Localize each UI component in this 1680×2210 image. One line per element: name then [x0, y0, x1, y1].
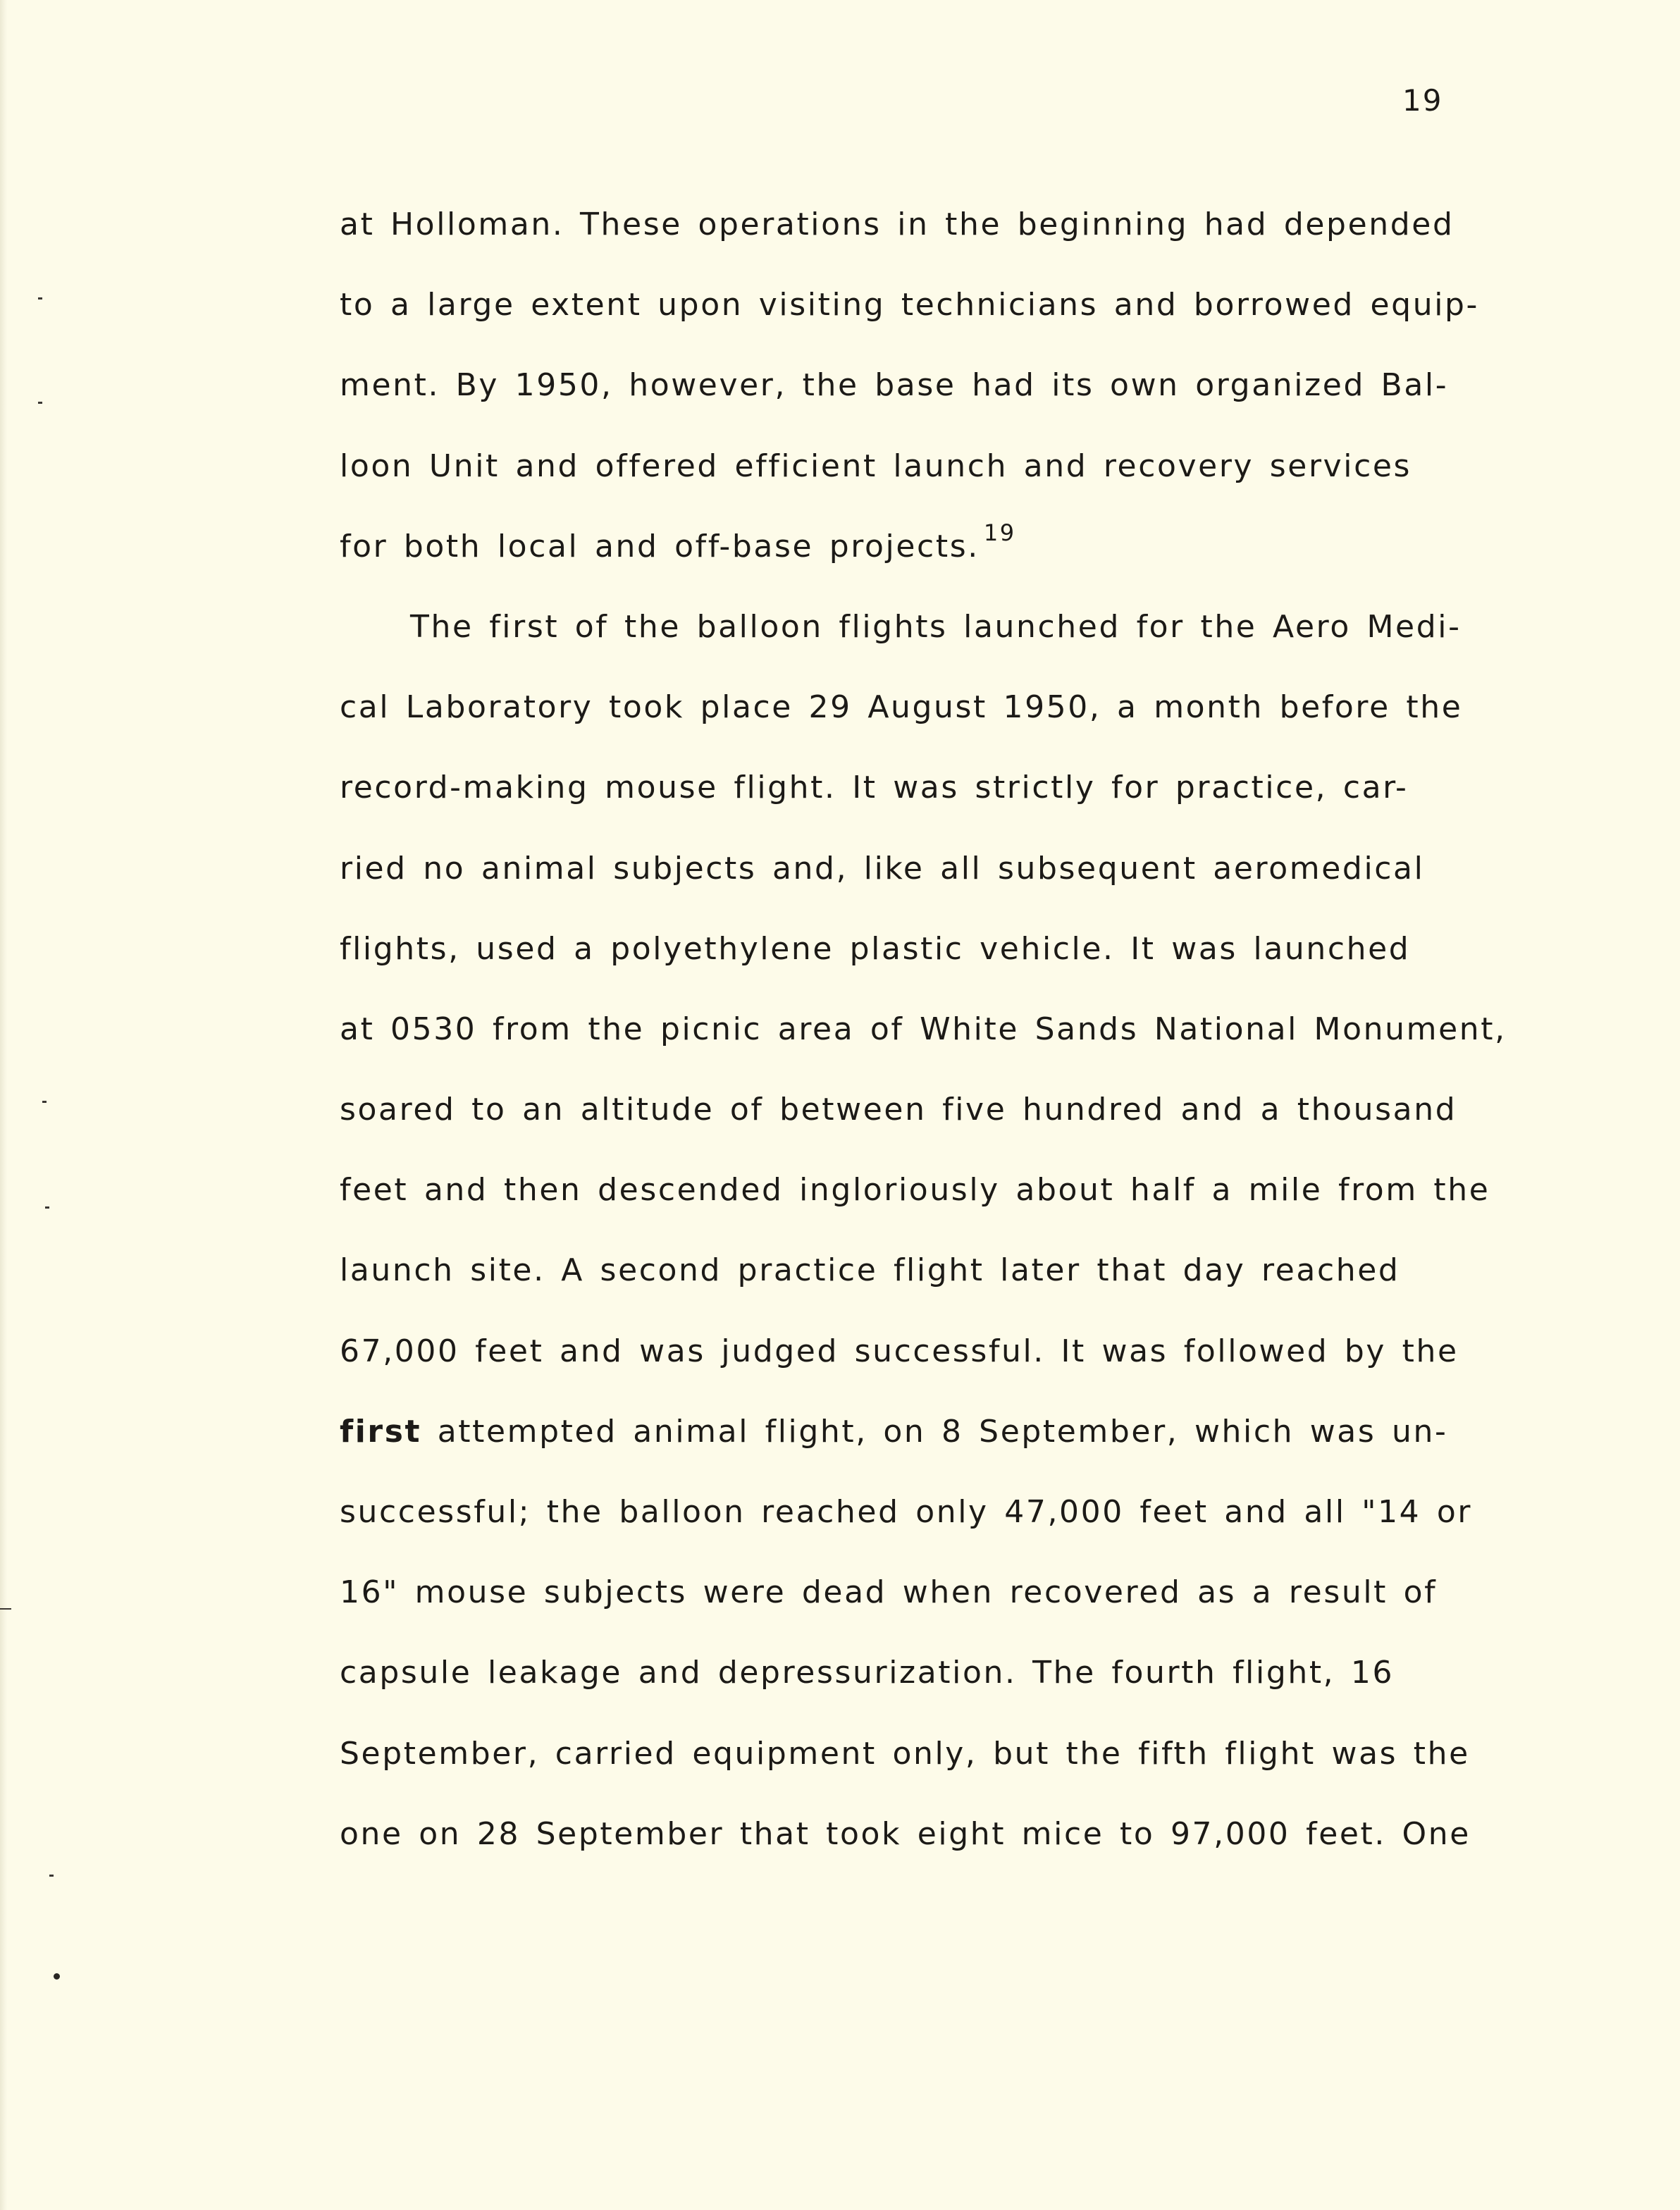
- line-text: cal Laboratory took place 29 August 1950, a month before the: [340, 689, 1463, 726]
- line-text: The first of the balloon flights launched for the Aero Medi-: [410, 608, 1462, 645]
- text-line: [340, 1150, 1490, 1230]
- line-text: loon Unit and offered efficient launch and recovery services: [340, 447, 1412, 484]
- line-text: ment. By 1950, however, the base had its own organized Bal-: [340, 367, 1449, 404]
- line-text: 16" mouse subjects were dead when recovered as a result of: [340, 1574, 1438, 1611]
- text-line: [340, 1392, 1467, 1472]
- text-line: [340, 1633, 1467, 1713]
- text-line: [340, 507, 1467, 587]
- text-line: [340, 426, 1467, 507]
- text-line: [340, 829, 1467, 909]
- text-line: [340, 1311, 1467, 1392]
- bold-word: first: [340, 1413, 422, 1450]
- text-line: [340, 1552, 1467, 1633]
- margin-speck: [38, 297, 42, 300]
- line-text: capsule leakage and depressurization. The fourth flight, 16: [340, 1655, 1395, 1691]
- text-line: [340, 1714, 1470, 1794]
- text-line: [340, 265, 1480, 345]
- line-text: ried no animal subjects and, like all subsequent aeromedical: [340, 850, 1425, 887]
- text-line: [340, 989, 1507, 1070]
- text-line: [340, 909, 1467, 989]
- margin-speck: [38, 402, 42, 404]
- margin-speck: [45, 1206, 49, 1209]
- margin-speck: [49, 1875, 54, 1877]
- text-line: [340, 1472, 1473, 1552]
- text-line: [340, 185, 1467, 265]
- text-line: [340, 1230, 1467, 1311]
- text-line: [340, 748, 1467, 828]
- line-text: September, carried equipment only, but the fifth flight was the: [340, 1735, 1470, 1772]
- footnote-marker: 19: [983, 519, 1016, 546]
- margin-speck: [0, 1608, 11, 1610]
- line-text: to a large extent upon visiting technicians and borrowed equip-: [340, 287, 1480, 323]
- line-text: launch site. A second practice flight later that day reached: [340, 1252, 1400, 1289]
- margin-speck: [54, 1973, 60, 1980]
- line-text: flights, used a polyethylene plastic vehicle. It was launched: [340, 930, 1411, 967]
- page-number: 19: [1402, 83, 1443, 118]
- body-text: [340, 185, 1507, 1875]
- text-line: [340, 345, 1467, 426]
- line-text: record-making mouse flight. It was strictly for practice, car-: [340, 770, 1409, 806]
- text-line: [340, 1794, 1471, 1875]
- text-line: [340, 1070, 1467, 1150]
- line-text: successful; the balloon reached only 47,000 feet and all "14 or: [340, 1494, 1473, 1530]
- line-text: at 0530 from the picnic area of White Sands National Monument,: [340, 1011, 1507, 1047]
- line-text: one on 28 September that took eight mice to 97,000 feet. One: [340, 1815, 1471, 1852]
- scan-edge: [0, 0, 7, 2210]
- line-text: attempted animal flight, on 8 September, which was un-: [421, 1413, 1448, 1450]
- line-text: feet and then descended ingloriously about half a mile from the: [340, 1172, 1490, 1209]
- line-text: soared to an altitude of between five hundred and a thousand: [340, 1092, 1457, 1128]
- margin-speck: [42, 1101, 47, 1103]
- line-text: for both local and off-base projects.: [340, 528, 980, 564]
- text-line: [340, 667, 1467, 748]
- line-text: at Holloman. These operations in the beginning had depended: [340, 206, 1454, 242]
- paragraph-first-line: [340, 587, 1467, 667]
- line-text: 67,000 feet and was judged successful. It was followed by the: [340, 1333, 1459, 1369]
